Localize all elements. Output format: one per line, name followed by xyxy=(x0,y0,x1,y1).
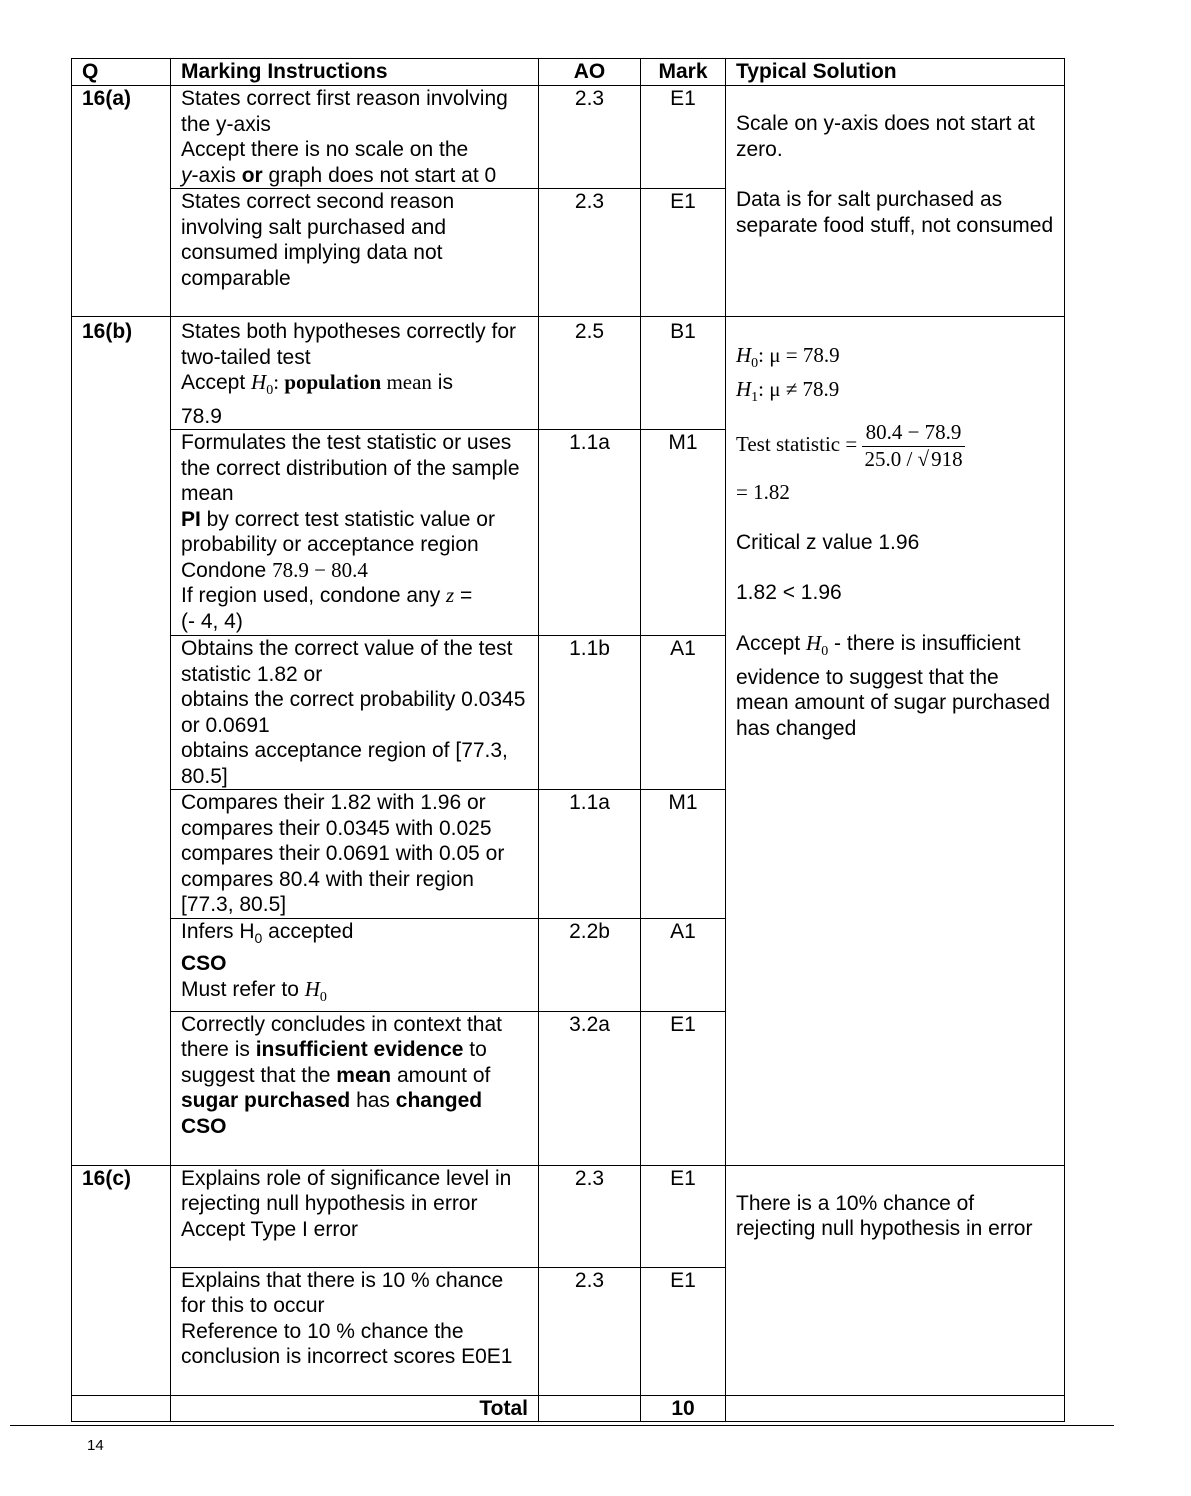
mi-bold: sugar purchased xyxy=(181,1089,351,1113)
mi-text: to suggest that the xyxy=(181,1038,487,1087)
mi-text xyxy=(181,583,528,609)
ts-conclusion xyxy=(736,631,1054,741)
header-mark: Mark xyxy=(641,59,726,86)
mi-text: -axis xyxy=(191,163,242,187)
mi-text: If region used, condone any xyxy=(181,584,447,608)
total-empty-cell xyxy=(539,1395,641,1422)
mi-text: Accept there is no scale on the xyxy=(181,138,469,161)
ts-text: Scale on y-axis does not start at zero. xyxy=(736,112,1035,161)
mi-text: States both hypotheses correctly for two-tailed test xyxy=(181,320,517,369)
mark-value: E1 xyxy=(641,1011,726,1165)
question-label-16c: 16(c) xyxy=(72,1165,171,1395)
mi-text xyxy=(181,919,528,952)
ts-denominator: 25.0 / √918 xyxy=(864,446,963,471)
ts-text: - there is insufficient evidence to suggest that the mean amount of sugar purchased has changed xyxy=(736,631,1051,740)
mi-text: is xyxy=(431,371,453,394)
ts-fraction xyxy=(862,420,964,472)
mi-text xyxy=(181,977,528,1011)
mi-text: graph does not start at 0 xyxy=(262,163,497,187)
mi-text: accepted xyxy=(262,919,354,943)
ts-compare: 1.82 < 1.96 xyxy=(736,581,842,605)
mi-var: H xyxy=(251,370,267,394)
mi-text: (- 4, 4) xyxy=(181,609,243,633)
mi-text: obtains the correct probability 0.0345 or 0.0691 xyxy=(181,688,526,737)
marking-instruction: Compares their 1.82 with 1.96 or compares their 0.0345 with 0.025 compares their 0.0691 with 0.05 or compares 80.4 with their region [77.3, 80.5] xyxy=(171,790,539,919)
ts-h0 xyxy=(736,343,1054,377)
mi-text xyxy=(181,507,528,558)
mi-text: Must refer to xyxy=(181,977,305,1001)
ts-sub: 1 xyxy=(751,389,759,405)
ao-value: 2.3 xyxy=(539,189,641,317)
mark-value: E1 xyxy=(641,1267,726,1395)
marking-instruction xyxy=(171,1165,539,1267)
mi-text: States correct first reason involving the y-axis xyxy=(181,87,508,136)
mi-text: = xyxy=(454,584,473,608)
ts-h1 xyxy=(736,377,1054,411)
ao-value: 2.3 xyxy=(539,1267,641,1395)
ao-value: 3.2a xyxy=(539,1011,641,1165)
header-typical-solution: Typical Solution xyxy=(726,59,1065,86)
mi-math: 78.9 − 80.4 xyxy=(272,557,368,582)
marking-instruction xyxy=(171,430,539,636)
mi-text: amount of xyxy=(391,1063,491,1087)
mark-value: E1 xyxy=(641,189,726,317)
mi-text xyxy=(181,370,528,404)
header-ao: AO xyxy=(539,59,641,86)
page-number: 14 xyxy=(87,1437,104,1454)
marking-instruction xyxy=(171,86,539,189)
mi-text: : xyxy=(273,370,285,394)
typical-solution-16c: There is a 10% chance of rejecting null hypothesis in error xyxy=(726,1165,1065,1395)
ao-value: 1.1a xyxy=(539,790,641,919)
ao-value: 1.1a xyxy=(539,430,641,636)
question-label-16b: 16(b) xyxy=(72,317,171,1166)
mi-text: Explains role of significance level in rejecting null hypothesis in error xyxy=(181,1166,512,1216)
mi-text: Condone xyxy=(181,558,273,582)
total-empty-cell xyxy=(726,1395,1065,1422)
mi-bold: or xyxy=(241,163,263,187)
mi-text: 78.9 xyxy=(181,404,222,428)
ts-sub: 0 xyxy=(751,356,759,372)
ao-value: 2.3 xyxy=(539,1165,641,1267)
header-marking-instructions: Marking Instructions xyxy=(171,59,539,86)
mi-var: z xyxy=(446,583,455,608)
mark-value: E1 xyxy=(641,86,726,189)
mark-value: M1 xyxy=(641,430,726,636)
total-label: Total xyxy=(171,1395,539,1422)
total-empty-cell xyxy=(72,1395,171,1422)
ts-sub: 0 xyxy=(821,644,829,660)
table-header-row xyxy=(72,59,1065,86)
mi-sub: 0 xyxy=(266,383,274,399)
ts-sqrt: 918 xyxy=(931,446,963,471)
mi-text: Explains that there is 10 % chance for this to occur xyxy=(181,1268,504,1318)
mi-text: Obtains the correct value of the test statistic 1.82 or xyxy=(181,637,513,686)
ts-text: : μ = 78.9 xyxy=(758,343,840,367)
mi-bold: mean xyxy=(336,1063,392,1087)
ao-value: 2.5 xyxy=(539,317,641,430)
ts-var: H xyxy=(736,376,752,401)
mi-sub: 0 xyxy=(254,929,263,946)
mark-scheme-table xyxy=(71,58,1065,1422)
marking-instruction xyxy=(171,636,539,790)
mi-bold: CSO xyxy=(181,1114,227,1138)
mark-value: A1 xyxy=(641,636,726,790)
mi-var: H xyxy=(304,976,320,1001)
marking-instruction xyxy=(171,1267,539,1395)
marking-instruction xyxy=(171,1011,539,1165)
mark-value: E1 xyxy=(641,1165,726,1267)
mi-text: mean xyxy=(381,370,432,394)
mark-value: B1 xyxy=(641,317,726,430)
mi-text: obtains acceptance region of [77.3, 80.5] xyxy=(181,739,508,788)
mi-bold: insufficient evidence xyxy=(255,1038,464,1062)
ts-text: Test statistic = xyxy=(736,432,863,457)
ts-text: : μ ≠ 78.9 xyxy=(758,376,840,401)
typical-solution-16b xyxy=(726,317,1065,1166)
ts-test-statistic xyxy=(736,420,1054,472)
marking-instruction: States correct second reason involving salt purchased and consumed implying data not comparable xyxy=(171,189,539,317)
ts-value: = 1.82 xyxy=(736,480,790,505)
mi-text: Reference to 10 % chance the conclusion is incorrect scores E0E1 xyxy=(181,1319,513,1369)
footer-divider xyxy=(10,1425,1114,1426)
total-mark: 10 xyxy=(641,1395,726,1422)
question-label-16a: 16(a) xyxy=(72,86,171,317)
table-row xyxy=(72,86,1065,189)
marking-instruction xyxy=(171,317,539,430)
total-row xyxy=(72,1395,1065,1422)
ao-value: 2.3 xyxy=(539,86,641,189)
mark-value: M1 xyxy=(641,790,726,919)
mi-bold: PI xyxy=(181,507,201,531)
mi-text: Correctly concludes in context that there is xyxy=(181,1012,502,1062)
mi-bold: changed xyxy=(395,1089,483,1113)
mi-sub: 0 xyxy=(319,990,327,1006)
ao-value: 1.1b xyxy=(539,636,641,790)
mi-text: by correct test statistic value or probability or acceptance region xyxy=(181,507,495,557)
ts-text: Data is for salt purchased as separate food stuff, not consumed xyxy=(736,188,1054,237)
mi-text xyxy=(181,558,528,584)
mi-bold: CSO xyxy=(181,952,227,976)
ao-value: 2.2b xyxy=(539,918,641,1011)
ts-numerator: 80.4 − 78.9 xyxy=(862,420,964,447)
table-row xyxy=(72,1165,1065,1267)
mi-var: y xyxy=(181,163,192,187)
ts-var: H xyxy=(736,343,752,367)
typical-solution-16a xyxy=(726,86,1065,317)
ts-text: Accept xyxy=(736,631,807,655)
mi-text: Infers H xyxy=(181,919,255,943)
mark-value: A1 xyxy=(641,918,726,1011)
mi-text: has xyxy=(350,1089,396,1113)
ts-text: 25.0 xyxy=(864,446,902,471)
mi-text: Formulates the test statistic or uses the correct distribution of the sample mean xyxy=(181,431,520,506)
ts-var: H xyxy=(806,630,822,655)
mi-text xyxy=(181,163,528,189)
marking-instruction xyxy=(171,918,539,1011)
mi-text: Accept xyxy=(181,371,252,394)
mi-text: Accept Type I error xyxy=(181,1217,359,1241)
mi-bold: population xyxy=(284,370,382,394)
table-row xyxy=(72,317,1065,430)
header-q: Q xyxy=(72,59,171,86)
ts-critical: Critical z value 1.96 xyxy=(736,530,920,554)
